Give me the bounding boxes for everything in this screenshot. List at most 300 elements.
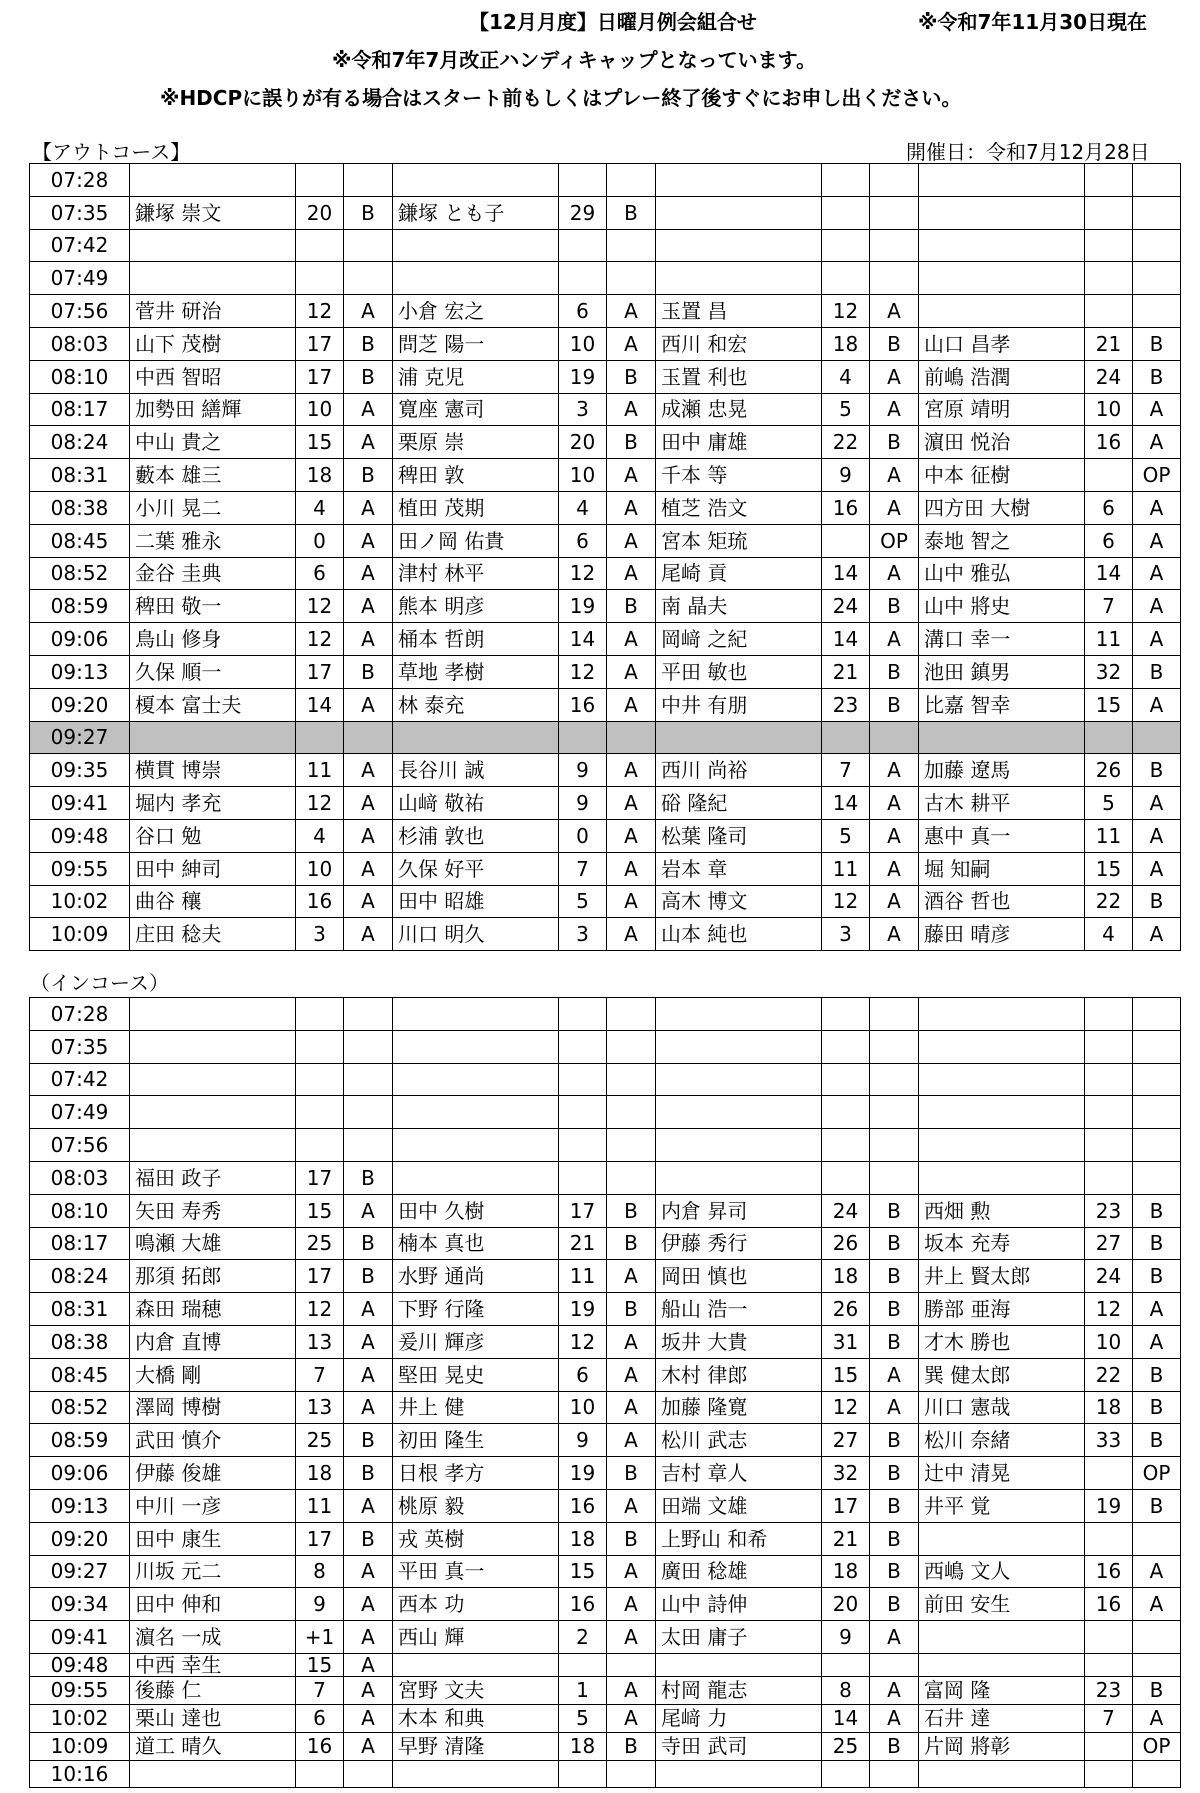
tee-time: 08:17 bbox=[30, 1227, 130, 1260]
player-name bbox=[393, 1030, 559, 1063]
player-name: 田中 伸和 bbox=[130, 1588, 296, 1621]
player-name: 井平 覚 bbox=[919, 1489, 1085, 1522]
tee-time: 09:41 bbox=[30, 1621, 130, 1654]
table-row bbox=[30, 623, 1181, 656]
handicap: 17 bbox=[296, 1260, 344, 1293]
player-name bbox=[919, 721, 1085, 754]
class bbox=[1133, 998, 1181, 1031]
handicap: 6 bbox=[1085, 491, 1133, 524]
player-name bbox=[130, 1129, 296, 1162]
class: B bbox=[870, 1424, 919, 1457]
class: A bbox=[607, 1358, 656, 1391]
class: B bbox=[607, 1227, 656, 1260]
player-name: 船山 浩一 bbox=[656, 1293, 822, 1326]
table-row bbox=[30, 1457, 1181, 1490]
player-name: 村岡 龍志 bbox=[656, 1676, 822, 1704]
tee-time: 09:13 bbox=[30, 1489, 130, 1522]
handicap bbox=[822, 1129, 870, 1162]
player-name: 伊藤 俊雄 bbox=[130, 1457, 296, 1490]
player-name: 石井 達 bbox=[919, 1704, 1085, 1732]
handicap: 0 bbox=[559, 819, 607, 852]
handicap: 14 bbox=[822, 787, 870, 820]
player-name: 尾崎 貢 bbox=[656, 557, 822, 590]
table-row bbox=[30, 1522, 1181, 1555]
player-name: 山下 茂樹 bbox=[130, 327, 296, 360]
class: B bbox=[344, 327, 393, 360]
player-name: 後藤 仁 bbox=[130, 1676, 296, 1704]
handicap: 1 bbox=[559, 1676, 607, 1704]
player-name bbox=[919, 1760, 1085, 1787]
class: A bbox=[344, 852, 393, 885]
table-row bbox=[30, 295, 1181, 328]
player-name: 植田 茂期 bbox=[393, 491, 559, 524]
class bbox=[607, 721, 656, 754]
player-name bbox=[130, 1760, 296, 1787]
handicap bbox=[822, 164, 870, 197]
tee-time: 08:17 bbox=[30, 393, 130, 426]
handicap bbox=[1085, 1760, 1133, 1787]
handicap: 19 bbox=[559, 360, 607, 393]
handicap: 3 bbox=[559, 393, 607, 426]
class: B bbox=[870, 1555, 919, 1588]
player-name: 久保 好平 bbox=[393, 852, 559, 885]
handicap: 18 bbox=[1085, 1391, 1133, 1424]
class bbox=[870, 1129, 919, 1162]
class: A bbox=[607, 1260, 656, 1293]
handicap: 12 bbox=[559, 557, 607, 590]
table-row bbox=[30, 1760, 1181, 1787]
handicap: 15 bbox=[559, 1555, 607, 1588]
player-name: 藤田 晴彦 bbox=[919, 918, 1085, 951]
player-name: 庄田 稔夫 bbox=[130, 918, 296, 951]
as-of-date: ※令和7年11月30日現在 bbox=[918, 10, 1148, 34]
handicap bbox=[1085, 1457, 1133, 1490]
table-row bbox=[30, 1030, 1181, 1063]
player-name: 下野 行隆 bbox=[393, 1293, 559, 1326]
player-name: 岩本 章 bbox=[656, 852, 822, 885]
tee-time: 09:35 bbox=[30, 754, 130, 787]
player-name bbox=[656, 1760, 822, 1787]
handicap: 7 bbox=[1085, 590, 1133, 623]
player-name: 古木 耕平 bbox=[919, 787, 1085, 820]
player-name: 鎌塚 とも子 bbox=[393, 196, 559, 229]
handicap: 25 bbox=[296, 1227, 344, 1260]
class: B bbox=[1133, 1358, 1181, 1391]
class: A bbox=[870, 393, 919, 426]
class: A bbox=[1133, 623, 1181, 656]
player-name: 田中 昭雄 bbox=[393, 885, 559, 918]
player-name bbox=[656, 229, 822, 262]
handicap: 13 bbox=[296, 1391, 344, 1424]
player-name: 津村 林平 bbox=[393, 557, 559, 590]
player-name: 西山 輝 bbox=[393, 1621, 559, 1654]
player-name: 寛座 憲司 bbox=[393, 393, 559, 426]
handicap: 15 bbox=[1085, 688, 1133, 721]
player-name: 四方田 大樹 bbox=[919, 491, 1085, 524]
player-name: 前嶋 浩潤 bbox=[919, 360, 1085, 393]
handicap: 15 bbox=[296, 1653, 344, 1676]
player-name bbox=[130, 1030, 296, 1063]
handicap: 21 bbox=[559, 1227, 607, 1260]
player-name: 山中 詩伸 bbox=[656, 1588, 822, 1621]
player-name: 小倉 宏之 bbox=[393, 295, 559, 328]
handicap: 24 bbox=[822, 590, 870, 623]
tee-time: 07:56 bbox=[30, 295, 130, 328]
class bbox=[344, 164, 393, 197]
handicap: 4 bbox=[296, 491, 344, 524]
player-name: 尾﨑 力 bbox=[656, 1704, 822, 1732]
player-name: 日根 孝方 bbox=[393, 1457, 559, 1490]
handicap: 19 bbox=[559, 1457, 607, 1490]
player-name bbox=[393, 1653, 559, 1676]
class bbox=[607, 1760, 656, 1787]
handicap: 10 bbox=[296, 393, 344, 426]
handicap bbox=[296, 1030, 344, 1063]
handicap: 4 bbox=[1085, 918, 1133, 951]
handicap: 14 bbox=[822, 1704, 870, 1732]
tee-time: 08:59 bbox=[30, 1424, 130, 1457]
class bbox=[870, 1161, 919, 1194]
class bbox=[1133, 1129, 1181, 1162]
handicap: 18 bbox=[822, 1260, 870, 1293]
player-name: 武田 慎介 bbox=[130, 1424, 296, 1457]
player-name: 比嘉 智幸 bbox=[919, 688, 1085, 721]
player-name: 桃原 毅 bbox=[393, 1489, 559, 1522]
table-row bbox=[30, 459, 1181, 492]
player-name: 爰川 輝彦 bbox=[393, 1325, 559, 1358]
handicap: 17 bbox=[296, 1161, 344, 1194]
class: A bbox=[1133, 1704, 1181, 1732]
player-name: 寺田 武司 bbox=[656, 1732, 822, 1760]
tee-time: 08:24 bbox=[30, 426, 130, 459]
handicap: 12 bbox=[559, 655, 607, 688]
player-name: 松川 武志 bbox=[656, 1424, 822, 1457]
tee-time: 09:48 bbox=[30, 819, 130, 852]
class bbox=[1133, 1030, 1181, 1063]
class: A bbox=[607, 557, 656, 590]
class bbox=[870, 1030, 919, 1063]
class: A bbox=[344, 787, 393, 820]
handicap: 17 bbox=[296, 655, 344, 688]
handicap: +1 bbox=[296, 1621, 344, 1654]
class bbox=[607, 1063, 656, 1096]
class: B bbox=[870, 1260, 919, 1293]
player-name: 西川 尚裕 bbox=[656, 754, 822, 787]
class: A bbox=[344, 1653, 393, 1676]
player-name: 草地 孝樹 bbox=[393, 655, 559, 688]
handicap: 4 bbox=[559, 491, 607, 524]
handicap: 17 bbox=[296, 327, 344, 360]
handicap: 17 bbox=[296, 1522, 344, 1555]
class bbox=[1133, 164, 1181, 197]
player-name: 松川 奈緒 bbox=[919, 1424, 1085, 1457]
table-row bbox=[30, 1588, 1181, 1621]
handicap bbox=[559, 1096, 607, 1129]
class: B bbox=[607, 1732, 656, 1760]
handicap bbox=[296, 1760, 344, 1787]
class bbox=[607, 1129, 656, 1162]
class bbox=[607, 998, 656, 1031]
class: A bbox=[344, 885, 393, 918]
class: A bbox=[870, 295, 919, 328]
class: B bbox=[1133, 1391, 1181, 1424]
handicap: 26 bbox=[822, 1227, 870, 1260]
player-name: 山中 將史 bbox=[919, 590, 1085, 623]
player-name: 西本 功 bbox=[393, 1588, 559, 1621]
handicap bbox=[822, 721, 870, 754]
table-row bbox=[30, 590, 1181, 623]
class: B bbox=[1133, 1424, 1181, 1457]
player-name: 中井 有朋 bbox=[656, 688, 822, 721]
handicap: 5 bbox=[559, 885, 607, 918]
table-row bbox=[30, 1194, 1181, 1227]
handicap bbox=[296, 1129, 344, 1162]
handicap: 26 bbox=[1085, 754, 1133, 787]
class: A bbox=[344, 1391, 393, 1424]
class: A bbox=[607, 1325, 656, 1358]
tee-time: 09:13 bbox=[30, 655, 130, 688]
player-name bbox=[656, 1030, 822, 1063]
handicap bbox=[296, 262, 344, 295]
class: A bbox=[1133, 524, 1181, 557]
player-name bbox=[393, 1063, 559, 1096]
class bbox=[1133, 196, 1181, 229]
player-name bbox=[919, 1030, 1085, 1063]
class: A bbox=[344, 426, 393, 459]
player-name: 辻中 清晃 bbox=[919, 1457, 1085, 1490]
handicap: 12 bbox=[822, 295, 870, 328]
player-name: 田中 紳司 bbox=[130, 852, 296, 885]
tee-time: 07:56 bbox=[30, 1129, 130, 1162]
tee-time: 08:03 bbox=[30, 327, 130, 360]
player-name: 堅田 晃史 bbox=[393, 1358, 559, 1391]
class: B bbox=[607, 1457, 656, 1490]
class: A bbox=[607, 655, 656, 688]
class: A bbox=[607, 327, 656, 360]
class: B bbox=[870, 1588, 919, 1621]
handicap bbox=[296, 164, 344, 197]
handicap: 11 bbox=[296, 1489, 344, 1522]
player-name: 吉村 章人 bbox=[656, 1457, 822, 1490]
class: A bbox=[344, 918, 393, 951]
handicap bbox=[1085, 295, 1133, 328]
class: A bbox=[344, 754, 393, 787]
class bbox=[344, 998, 393, 1031]
tee-time: 07:28 bbox=[30, 164, 130, 197]
player-name: 西川 和宏 bbox=[656, 327, 822, 360]
player-name bbox=[656, 1653, 822, 1676]
player-name: 成瀬 忠晃 bbox=[656, 393, 822, 426]
player-name: 栗原 崇 bbox=[393, 426, 559, 459]
class: B bbox=[607, 590, 656, 623]
handicap: 23 bbox=[1085, 1676, 1133, 1704]
handicap: 12 bbox=[296, 787, 344, 820]
class: A bbox=[607, 1391, 656, 1424]
class: A bbox=[344, 1358, 393, 1391]
player-name: 山口 昌孝 bbox=[919, 327, 1085, 360]
handicap bbox=[559, 1760, 607, 1787]
class: A bbox=[1133, 688, 1181, 721]
handicap: 12 bbox=[296, 295, 344, 328]
player-name bbox=[919, 1653, 1085, 1676]
player-name: 鳥山 修身 bbox=[130, 623, 296, 656]
tee-time: 09:48 bbox=[30, 1653, 130, 1676]
tee-time: 10:09 bbox=[30, 918, 130, 951]
player-name bbox=[393, 229, 559, 262]
class: A bbox=[607, 1555, 656, 1588]
handicap: 14 bbox=[296, 688, 344, 721]
class: B bbox=[870, 1457, 919, 1490]
class: B bbox=[1133, 1489, 1181, 1522]
player-name bbox=[393, 164, 559, 197]
player-name: 稗田 敦 bbox=[393, 459, 559, 492]
class: A bbox=[870, 459, 919, 492]
player-name: 玉置 利也 bbox=[656, 360, 822, 393]
class: B bbox=[870, 1522, 919, 1555]
class: A bbox=[607, 524, 656, 557]
handicap: 21 bbox=[1085, 327, 1133, 360]
handicap: 22 bbox=[822, 426, 870, 459]
handicap: 11 bbox=[559, 1260, 607, 1293]
table-row bbox=[30, 229, 1181, 262]
table-row bbox=[30, 557, 1181, 590]
tee-time: 08:24 bbox=[30, 1260, 130, 1293]
class: B bbox=[1133, 1194, 1181, 1227]
handicap bbox=[822, 1063, 870, 1096]
class: A bbox=[607, 754, 656, 787]
class bbox=[607, 229, 656, 262]
class bbox=[607, 1161, 656, 1194]
class: B bbox=[1133, 1260, 1181, 1293]
class bbox=[1133, 1063, 1181, 1096]
handicap: 16 bbox=[559, 688, 607, 721]
table-row bbox=[30, 1676, 1181, 1704]
class: A bbox=[344, 688, 393, 721]
player-name: 上野山 和希 bbox=[656, 1522, 822, 1555]
player-name: 西嶋 文人 bbox=[919, 1555, 1085, 1588]
player-name: 惠中 真一 bbox=[919, 819, 1085, 852]
in-course-table bbox=[29, 997, 1181, 1788]
tee-time: 08:59 bbox=[30, 590, 130, 623]
class: A bbox=[344, 1704, 393, 1732]
player-name: 木本 和典 bbox=[393, 1704, 559, 1732]
class: A bbox=[870, 1621, 919, 1654]
tee-time: 09:34 bbox=[30, 1588, 130, 1621]
handicap: 15 bbox=[296, 426, 344, 459]
class: A bbox=[1133, 393, 1181, 426]
handicap: 3 bbox=[296, 918, 344, 951]
out-course-label: 【アウトコース】 bbox=[32, 140, 191, 164]
handicap: 18 bbox=[559, 1522, 607, 1555]
table-row bbox=[30, 327, 1181, 360]
class: A bbox=[607, 491, 656, 524]
handicap: 19 bbox=[559, 1293, 607, 1326]
player-name: 勝部 亜海 bbox=[919, 1293, 1085, 1326]
class: A bbox=[607, 787, 656, 820]
handicap: 13 bbox=[296, 1325, 344, 1358]
handicap bbox=[559, 164, 607, 197]
player-name bbox=[919, 1096, 1085, 1129]
class bbox=[1133, 1522, 1181, 1555]
handicap: 18 bbox=[296, 1457, 344, 1490]
class bbox=[344, 1063, 393, 1096]
handicap bbox=[296, 1063, 344, 1096]
handicap: 9 bbox=[559, 1424, 607, 1457]
tee-time: 09:27 bbox=[30, 1555, 130, 1588]
handicap bbox=[559, 721, 607, 754]
player-name: 平田 真一 bbox=[393, 1555, 559, 1588]
player-name bbox=[919, 262, 1085, 295]
class: A bbox=[344, 1621, 393, 1654]
class: B bbox=[870, 1732, 919, 1760]
player-name bbox=[656, 1063, 822, 1096]
handicap: 23 bbox=[822, 688, 870, 721]
player-name: 井上 賢太郎 bbox=[919, 1260, 1085, 1293]
tee-time: 08:10 bbox=[30, 360, 130, 393]
handicap: 9 bbox=[559, 754, 607, 787]
class: A bbox=[1133, 1325, 1181, 1358]
player-name: 玉置 昌 bbox=[656, 295, 822, 328]
handicap: 19 bbox=[1085, 1489, 1133, 1522]
handicap: 6 bbox=[559, 295, 607, 328]
class: A bbox=[870, 491, 919, 524]
class bbox=[870, 262, 919, 295]
player-name: 福田 政子 bbox=[130, 1161, 296, 1194]
class: A bbox=[344, 590, 393, 623]
tee-time: 07:28 bbox=[30, 998, 130, 1031]
handicap: 16 bbox=[1085, 1588, 1133, 1621]
class bbox=[870, 721, 919, 754]
class: A bbox=[870, 1358, 919, 1391]
player-name: 稗田 敬一 bbox=[130, 590, 296, 623]
in-course-label: （インコース） bbox=[30, 971, 169, 995]
player-name: 才木 勝也 bbox=[919, 1325, 1085, 1358]
class bbox=[344, 262, 393, 295]
handicap: 12 bbox=[1085, 1293, 1133, 1326]
player-name: 川口 明久 bbox=[393, 918, 559, 951]
class: A bbox=[1133, 918, 1181, 951]
handicap: 14 bbox=[822, 623, 870, 656]
player-name: 川口 憲哉 bbox=[919, 1391, 1085, 1424]
handicap: 2 bbox=[559, 1621, 607, 1654]
class: A bbox=[1133, 426, 1181, 459]
class: A bbox=[870, 819, 919, 852]
handicap bbox=[1085, 721, 1133, 754]
class: B bbox=[870, 1489, 919, 1522]
handicap: 5 bbox=[822, 393, 870, 426]
handicap bbox=[1085, 1653, 1133, 1676]
handicap bbox=[822, 1161, 870, 1194]
handicap: 3 bbox=[559, 918, 607, 951]
handicap: 16 bbox=[296, 885, 344, 918]
tee-time: 09:55 bbox=[30, 1676, 130, 1704]
class: B bbox=[870, 1227, 919, 1260]
player-name bbox=[919, 998, 1085, 1031]
player-name bbox=[656, 262, 822, 295]
player-name bbox=[919, 196, 1085, 229]
player-name: 岡﨑 之紀 bbox=[656, 623, 822, 656]
handicap: 27 bbox=[822, 1424, 870, 1457]
handicap: 3 bbox=[822, 918, 870, 951]
player-name: 横貫 博崇 bbox=[130, 754, 296, 787]
class bbox=[870, 1096, 919, 1129]
player-name: 早野 清隆 bbox=[393, 1732, 559, 1760]
player-name bbox=[130, 998, 296, 1031]
player-name: 廣田 稔雄 bbox=[656, 1555, 822, 1588]
handicap: 25 bbox=[822, 1732, 870, 1760]
class: B bbox=[607, 1293, 656, 1326]
class: A bbox=[870, 852, 919, 885]
